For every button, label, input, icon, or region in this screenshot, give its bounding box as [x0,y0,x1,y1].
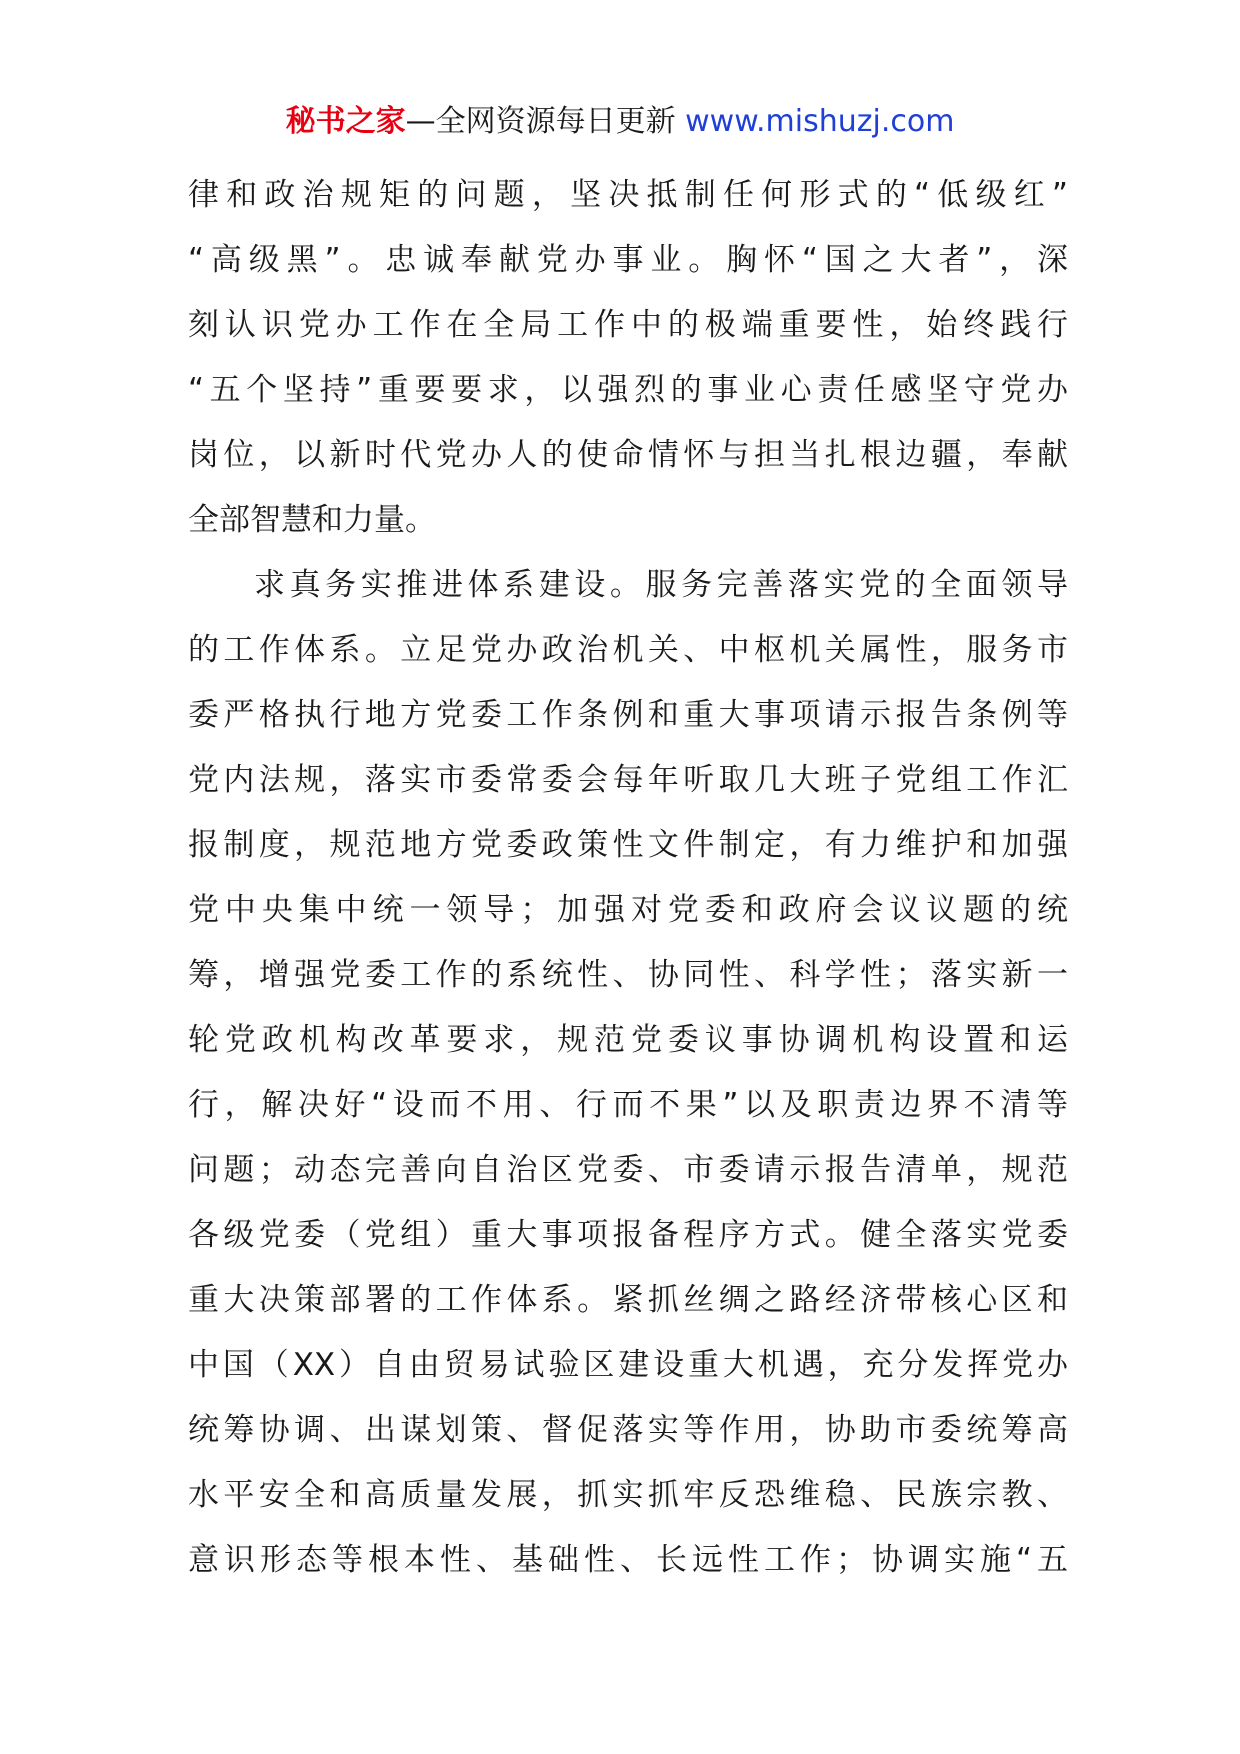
text-line: 委严格执行地方党委工作条例和重大事项请示报告条例等 [188,697,1068,733]
text-line: 全部智慧和力量。 [188,502,436,538]
website-link[interactable]: www.mishuzj.com [685,104,955,139]
text-line: 党中央集中统一领导；加强对党委和政府会议议题的统 [188,892,1068,928]
text-line: 求真务实推进体系建设。服务完善落实党的全面领导 [254,567,1068,603]
paragraph-2 [188,553,1068,1593]
text-line: 报制度，规范地方党委政策性文件制定，有力维护和加强 [188,827,1068,863]
text-line: 的工作体系。立足党办政治机关、中枢机关属性，服务市 [188,632,1068,668]
text-line: 重大决策部署的工作体系。紧抓丝绸之路经济带核心区和 [188,1282,1068,1318]
text-line: 各级党委（党组）重大事项报备程序方式。健全落实党委 [188,1217,1068,1253]
text-line: 党内法规，落实市委常委会每年听取几大班子党组工作汇 [188,762,1068,798]
text-line: 岗位，以新时代党办人的使命情怀与担当扎根边疆，奉献 [188,437,1068,473]
text-line: 刻认识党办工作在全局工作中的极端重要性，始终践行 [188,307,1068,343]
text-line: 筹，增强党委工作的系统性、协同性、科学性；落实新一 [188,957,1068,993]
text-line: 中国（XX）自由贸易试验区建设重大机遇，充分发挥党办 [188,1347,1068,1383]
text-line: 水平安全和高质量发展，抓实抓牢反恐维稳、民族宗教、 [188,1477,1068,1513]
text-line: 行，解决好“设而不用、行而不果”以及职责边界不清等 [188,1087,1068,1123]
text-line: 统筹协调、出谋划策、督促落实等作用，协助市委统筹高 [188,1412,1068,1448]
header-tagline: —全网资源每日更新 [405,104,676,139]
text-line: 意识形态等根本性、基础性、长远性工作；协调实施“五 [188,1542,1068,1578]
document-body [188,163,1068,1593]
paragraph-1 [188,163,1068,553]
text-line: “五个坚持”重要要求，以强烈的事业心责任感坚守党办 [188,372,1068,408]
text-line: 轮党政机构改革要求，规范党委议事协调机构设置和运 [188,1022,1068,1058]
text-line: 问题；动态完善向自治区党委、市委请示报告清单，规范 [188,1152,1068,1188]
text-line: “高级黑”。忠诚奉献党办事业。胸怀“国之大者”，深 [188,242,1068,278]
text-line: 律和政治规矩的问题，坚决抵制任何形式的“低级红” [188,177,1068,213]
brand-name: 秘书之家 [285,104,406,139]
page-header [0,100,1240,144]
